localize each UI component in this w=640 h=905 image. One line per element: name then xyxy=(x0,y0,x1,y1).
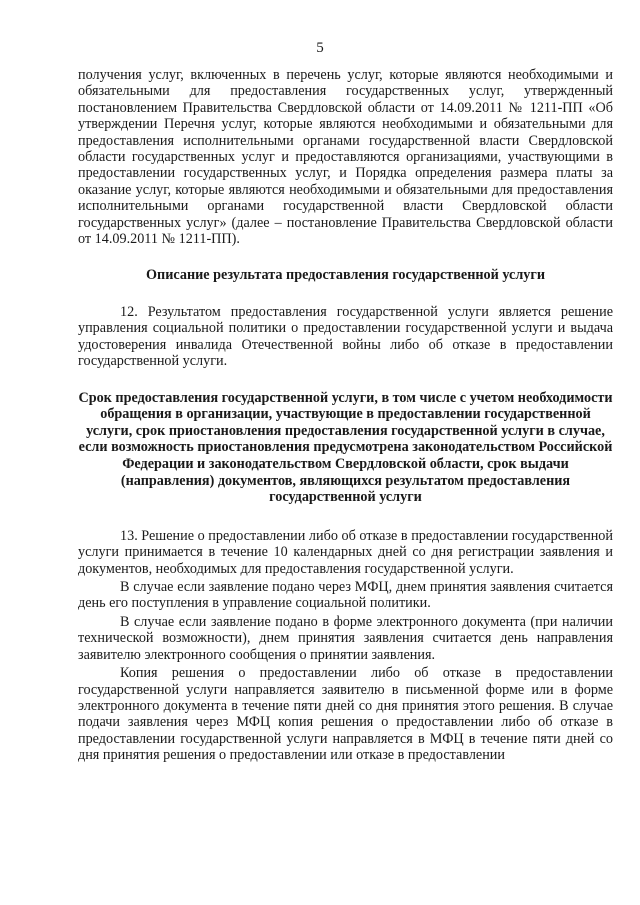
paragraph-continuation: получения услуг, включенных в перечень услуг, которые являются необходимыми и обязательными для предоставления государственных услуг, утвержденный постановлением Правительства Свердловской области от 14.09.2011 № 1211-ПП «Об утверждении Перечня услуг, которые являются необходимыми и обязательными для предоставления исполнительными органами государственной власти Свердловской области государственных услуг и предоставляются организациями, участвующими в предоставлении государственных услуг, и Порядка определения размера платы за оказание услуг, которые являются необходимыми и обязательными для предоставления исполнительными органами государственной власти Свердловской области государственных услуг» (далее – постановление Правительства Свердловской области от 14.09.2011 № 1211-ПП). xyxy=(78,67,613,248)
section-heading-term: Срок предоставления государственной услуги, в том числе с учетом необходимости обращения в организации, участвующие в предоставлении государственной услуги, срок приостановления предоставления государственной услуги в случае, если возможность приостановления предусмотрена законодательством Российской Федерации и законодательством Свердловской области, срок выдачи (направления) документов, являющихся результатом предоставления государственной услуги xyxy=(78,389,613,506)
paragraph-copy: Копия решения о предоставлении либо об отказе в предоставлении государственной услуги направляется заявителю в письменной форме или в форме электронного документа в течение пяти дней со дня принятия этого решения. В случае подачи заявления через МФЦ копия решения о предоставлении либо об отказе в предоставлении государственной услуги направляется в МФЦ в течение пяти дней со дня принятия решения о предоставлении или отказе в предоставлении xyxy=(78,665,613,764)
paragraph-12: 12. Результатом предоставления государственной услуги является решение управления социальной политики о предоставлении государственной услуги и выдача удостоверения инвалида Отечественной войны либо об отказе в предоставлении государственной услуги. xyxy=(78,304,613,370)
paragraph-13: 13. Решение о предоставлении либо об отказе в предоставлении государственной услуги принимается в течение 10 календарных дней со дня регистрации заявления и документов, необходимых для предоставления государственной услуги. xyxy=(78,527,613,577)
document-body xyxy=(78,67,613,764)
page-number: 5 xyxy=(316,40,324,56)
paragraph-mfc: В случае если заявление подано через МФЦ, днем принятия заявления считается день его поступления в управление социальной политики. xyxy=(78,579,613,612)
paragraph-electronic: В случае если заявление подано в форме электронного документа (при наличии технической возможности), днем принятия заявления считается день направления заявителю электронного сообщения о принятии заявления. xyxy=(78,613,613,663)
section-heading-result: Описание результата предоставления государственной услуги xyxy=(146,267,545,284)
